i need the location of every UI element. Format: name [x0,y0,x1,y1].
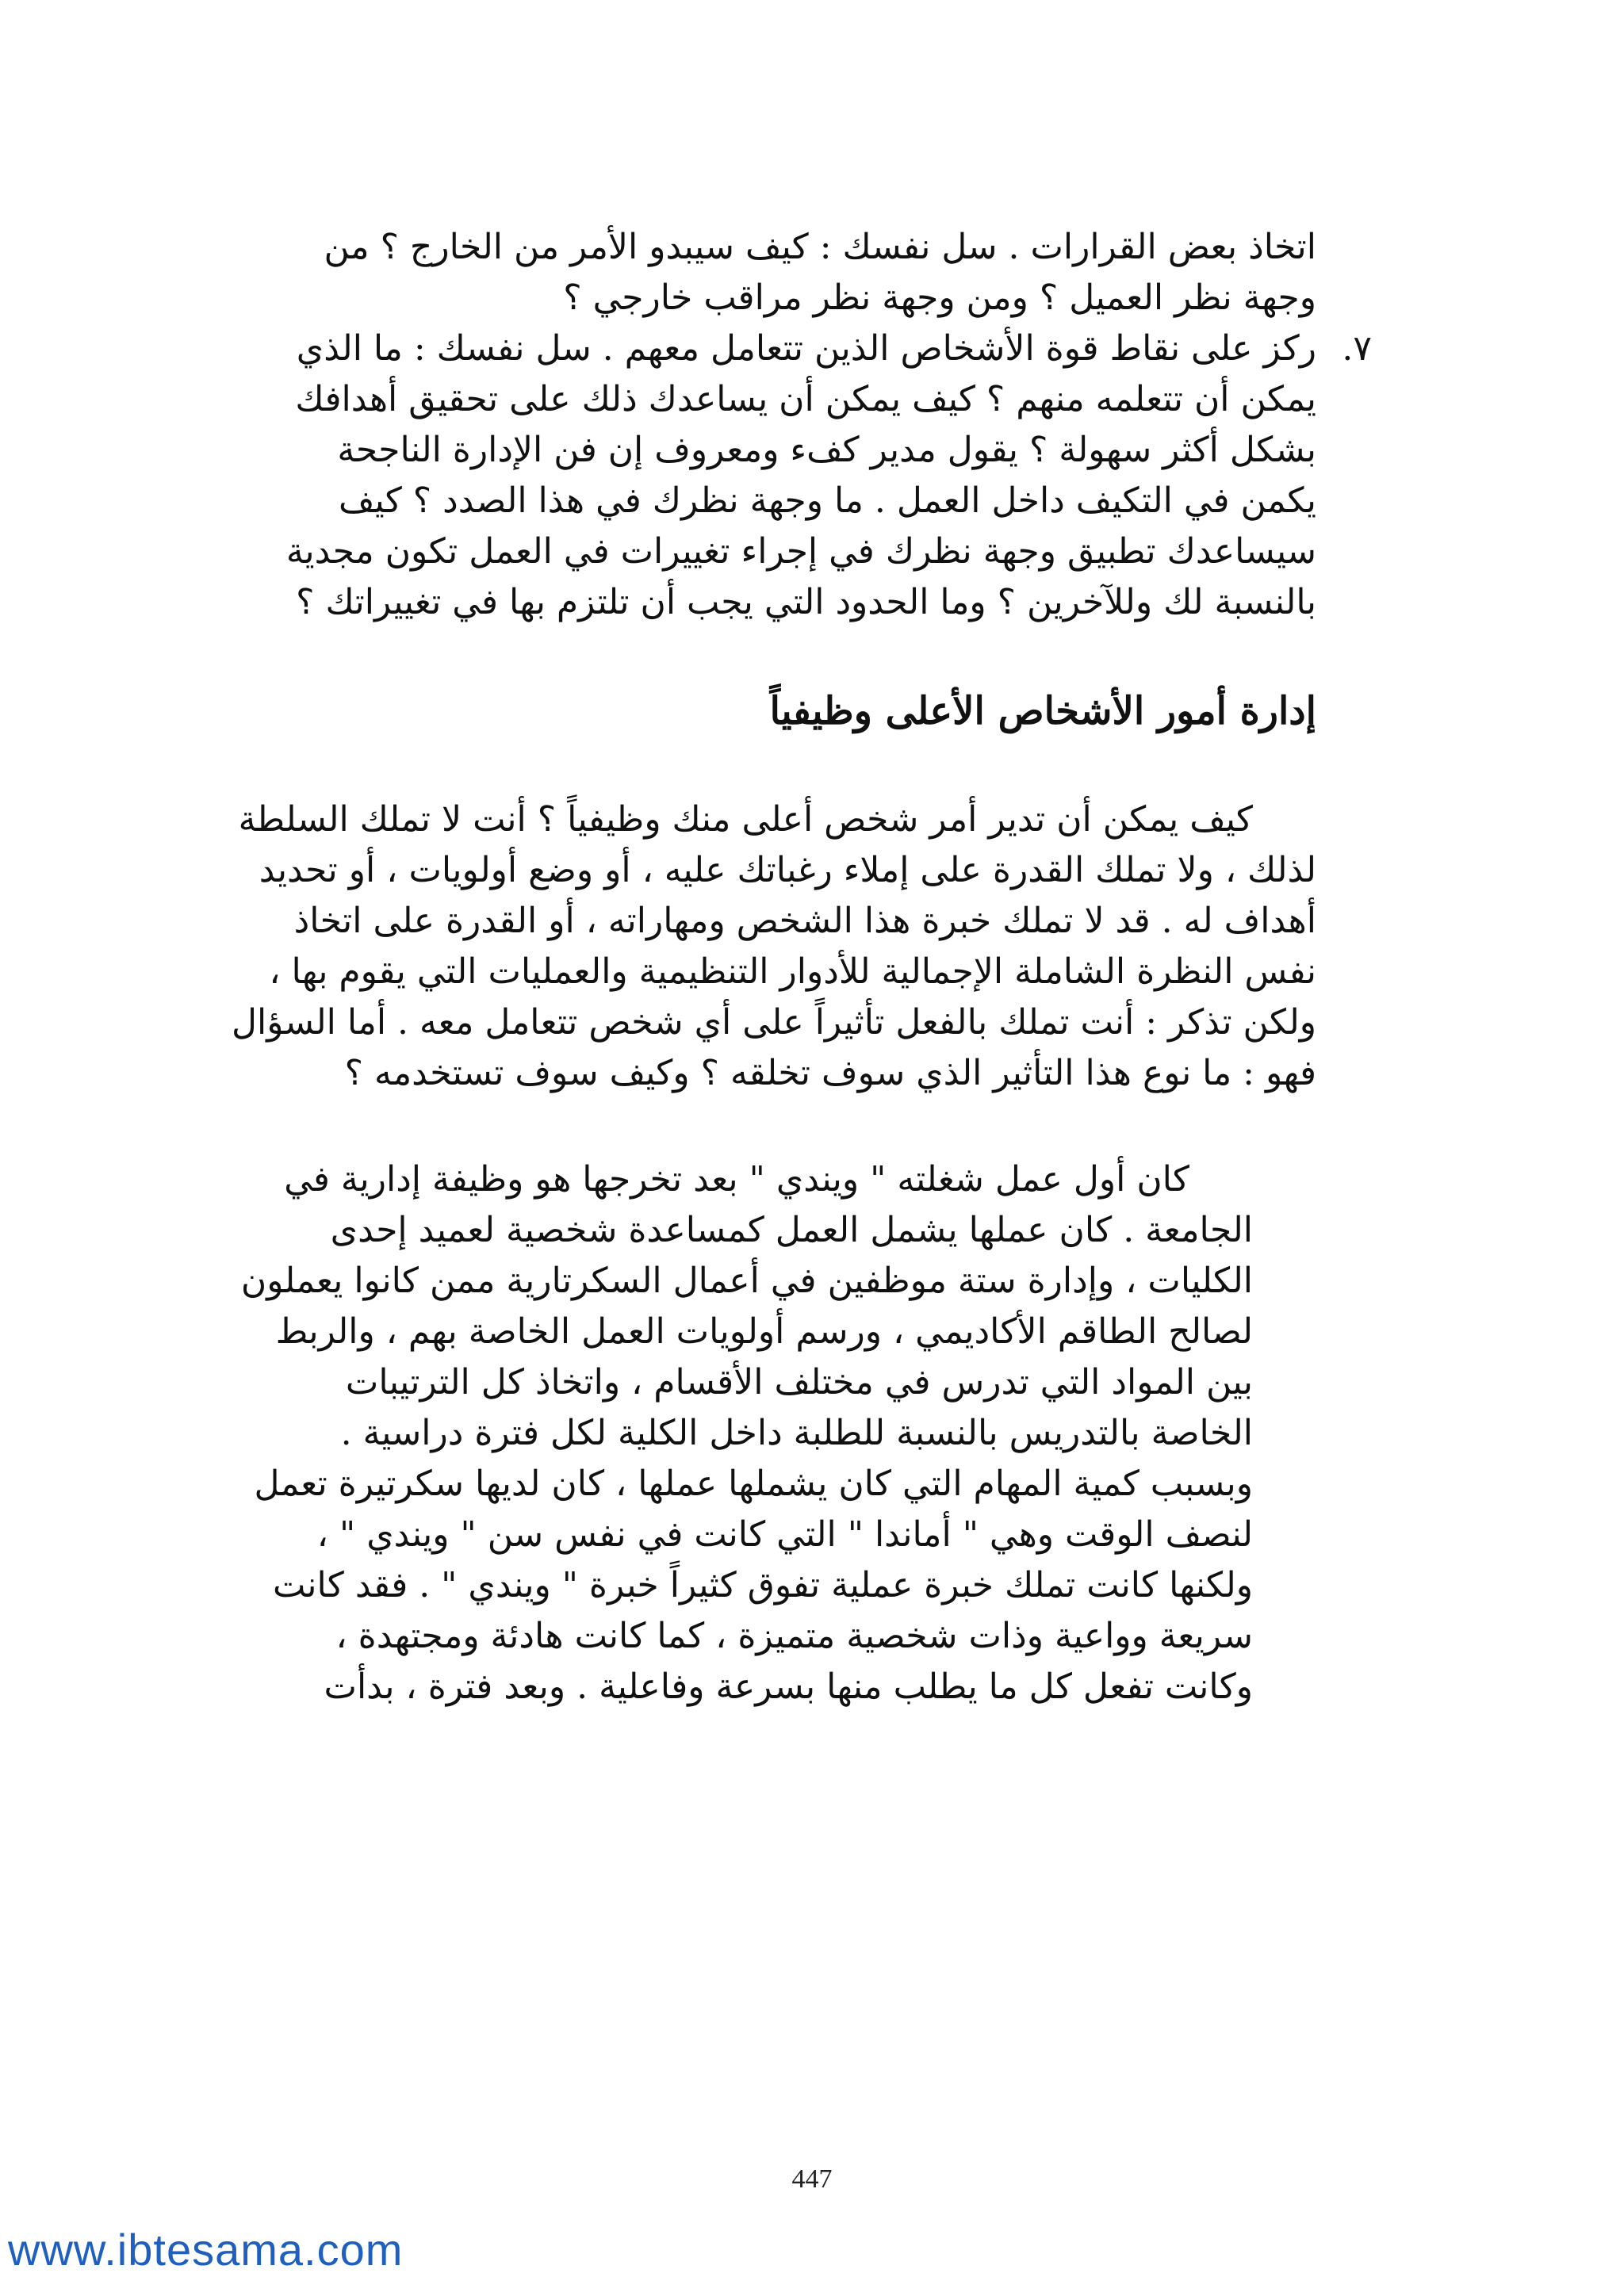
text-line: ولكن تذكر : أنت تملك بالفعل تأثيراً على أي شخص تتعامل معه . أما السؤال [232,1002,1316,1043]
text-line: لذلك ، ولا تملك القدرة على إملاء رغباتك عليه ، أو وضع أولويات ، أو تحديد [259,850,1316,890]
text-line: فهو : ما نوع هذا التأثير الذي سوف تخلقه ؟ وكيف سوف تستخدمه ؟ [344,1053,1316,1093]
intro-paragraph [232,794,1316,1099]
text-line: يمكن أن تتعلمه منهم ؟ كيف يمكن أن يساعدك ذلك على تحقيق أهدافك [295,379,1316,419]
page-body [232,222,1372,1712]
text-line: اتخاذ بعض القرارات . سل نفسك : كيف سيبدو الأمر من الخارج ؟ من [324,227,1316,267]
text-line: يكمن في التكيف داخل العمل . ما وجهة نظرك في هذا الصدد ؟ كيف [339,480,1316,521]
text-line: بشكل أكثر سهولة ؟ يقول مدير كفء ومعروف إن فن الإدارة الناجحة [337,430,1316,470]
text-line: بين المواد التي تدرس في مختلف الأقسام ، واتخاذ كل الترتيبات [345,1362,1253,1402]
text-line: سريعة وواعية وذات شخصية متميزة ، كما كانت هادئة ومجتهدة ، [335,1616,1253,1656]
text-line: أهداف له . قد لا تملك خبرة هذا الشخص ومهاراته ، أو القدرة على اتخاذ [293,901,1316,941]
text-line: الكليات ، وإدارة ستة موظفين في أعمال السكرتارية ممن كانوا يعملون [240,1261,1253,1301]
text-line: نفس النظرة الشاملة الإجمالية للأدوار التنظيمية والعمليات التي يقوم بها ، [269,951,1316,992]
text-line: كان أول عمل شغلته " ويندي " بعد تخرجها هو وظيفة إدارية في [284,1159,1189,1200]
text-line: ركز على نقاط قوة الأشخاص الذين تتعامل معهم . سل نفسك : ما الذي [296,328,1316,369]
continued-paragraph [270,222,1316,323]
text-line: لصالح الطاقم الأكاديمي ، ورسم أولويات العمل الخاصة بهم ، والربط [275,1311,1253,1352]
list-item-7 [270,323,1372,628]
section-heading: إدارة أمور الأشخاص الأعلى وظيفياً [769,689,1316,733]
list-item-number: ٧. [1342,328,1372,369]
text-line: الخاصة بالتدريس بالنسبة للطلبة داخل الكلية لكل فترة دراسية . [340,1413,1253,1453]
text-line: كيف يمكن أن تدير أمر شخص أعلى منك وظيفياً ؟ أنت لا تملك السلطة [238,799,1253,840]
text-line: وبسبب كمية المهام التي كان يشملها عملها ، كان لديها سكرتيرة تعمل [254,1464,1253,1504]
text-line: لنصف الوقت وهي " أماندا " التي كانت في نفس سن " ويندي " ، [316,1514,1253,1555]
text-line: سيساعدك تطبيق وجهة نظرك في إجراء تغييرات في العمل تكون مجدية [285,531,1316,572]
text-line: الجامعة . كان عملها يشمل العمل كمساعدة شخصية لعميد إحدى [330,1210,1253,1250]
text-line: وكانت تفعل كل ما يطلب منها بسرعة وفاعلية . وبعد فترة ، بدأت [324,1667,1253,1707]
story-paragraph [240,1154,1316,1712]
page-number: 447 [791,2164,833,2194]
text-line: بالنسبة لك وللآخرين ؟ وما الحدود التي يجب أن تلتزم بها في تغييراتك ؟ [296,582,1316,622]
watermark-url[interactable]: www.ibtesama.com [8,2225,404,2275]
text-line: وجهة نظر العميل ؟ ومن وجهة نظر مراقب خارجي ؟ [563,277,1316,318]
text-line: ولكنها كانت تملك خبرة عملية تفوق كثيراً خبرة " ويندي " . فقد كانت [273,1565,1253,1605]
